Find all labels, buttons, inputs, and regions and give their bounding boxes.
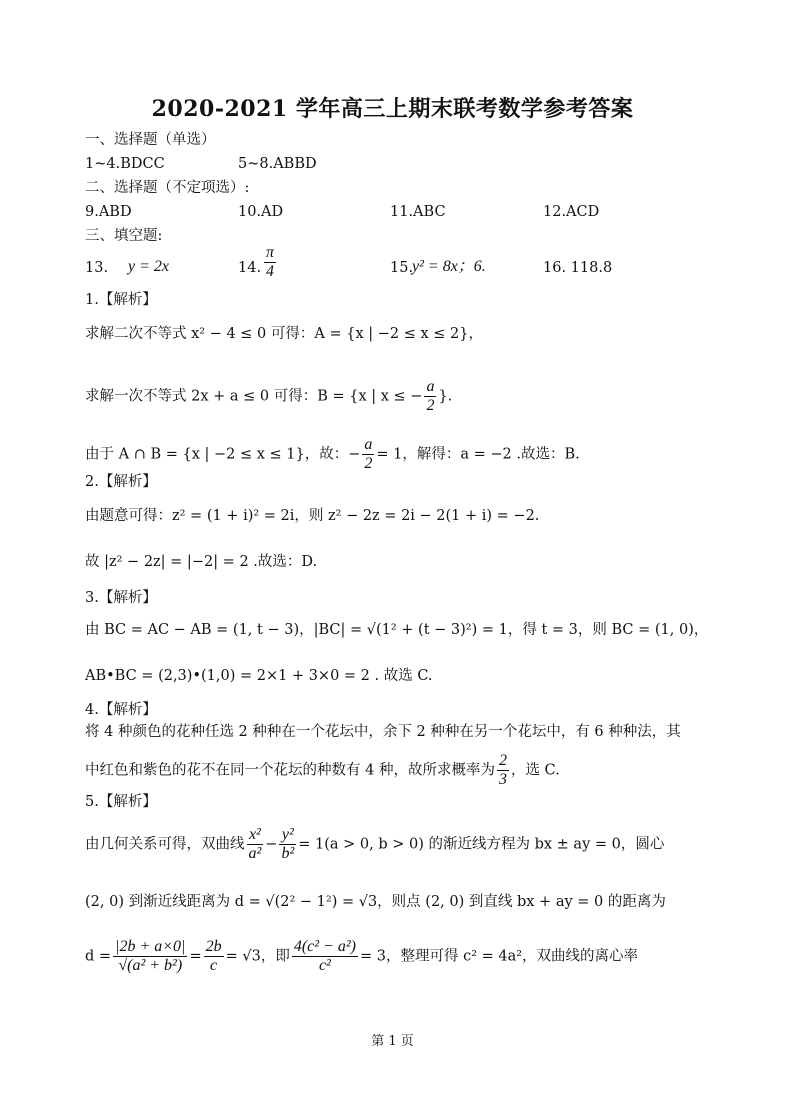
fraction-numerator: a <box>364 436 373 453</box>
solution-1-heading: 1.【解析】 <box>85 292 157 308</box>
fraction-numerator: a <box>426 378 435 395</box>
solution-3-heading: 3.【解析】 <box>85 590 157 606</box>
solution-2-line-1: 由题意可得：z² = (1 + i)² = 2i，则 z² − 2z = 2i − 2(1 + i) = −2. <box>85 508 540 524</box>
solution-5-line-3-mid: = √3，即 <box>225 948 290 965</box>
answer-13: y = 2x <box>128 258 169 275</box>
solution-4-line-1: 将 4 种颜色的花种任选 2 种种在一个花坛中，余下 2 种种在另一个花坛中，有 6 种种法，其 <box>85 724 681 740</box>
solution-4-line-2-end: ，选 C. <box>510 762 560 779</box>
minus-sign: − <box>265 836 278 853</box>
answer-14-number: 14. <box>238 260 262 276</box>
solution-1-line-2-end: }. <box>438 388 453 405</box>
page-title: 2020-2021 学年高三上期末联考数学参考答案 <box>151 96 634 122</box>
solution-4-heading: 4.【解析】 <box>85 702 157 718</box>
section-1-heading: 一、选择题（单选） <box>85 132 216 148</box>
section-2-heading: 二、选择题（不定项选）: <box>85 180 250 196</box>
answer-11: 11.ABC <box>390 204 446 220</box>
fraction-numerator: 2 <box>498 752 507 769</box>
answer-15: y² = 8x；6. <box>412 258 486 275</box>
solution-5-line-1-end: = 1(a > 0, b > 0) 的渐近线方程为 bx ± ay = 0，圆心 <box>298 836 665 853</box>
solution-2-heading: 2.【解析】 <box>85 474 157 490</box>
solution-5-line-3-text: d = <box>85 948 112 965</box>
fraction-numerator: 2b <box>205 938 222 955</box>
solution-4-line-2 <box>85 752 560 789</box>
answer-14 <box>262 244 278 281</box>
solution-4-line-2-text: 中红色和紫色的花不在同一个花坛的种数有 4 种，故所求概率为 <box>85 762 495 779</box>
solution-5-line-2: (2, 0) 到渐近线距离为 d = √(2² − 1²) = √3，则点 (2, 0) 到直线 bx + ay = 0 的距离为 <box>85 894 666 910</box>
section-3-heading: 三、填空题: <box>85 228 163 244</box>
solution-1-line-2 <box>85 378 452 415</box>
fraction-denominator: 2 <box>426 397 435 414</box>
fraction-numerator: x² <box>247 826 264 845</box>
fraction-denominator: b² <box>281 845 295 862</box>
fraction-numerator: y² <box>279 826 296 845</box>
fraction-denominator: 3 <box>498 771 507 788</box>
solution-1-line-3-end: = 1，解得：a = −2 .故选：B. <box>376 446 580 463</box>
fraction-denominator: √(a² + b²) <box>118 957 183 974</box>
solution-1-line-2-text: 求解一次不等式 2x + a ≤ 0 可得：B = {x | x ≤ − <box>85 388 423 405</box>
fraction-denominator: c² <box>318 957 331 974</box>
answer-16: 16. 118.8 <box>543 260 613 276</box>
answer-14-denominator: 4 <box>266 263 274 280</box>
solution-5-line-1 <box>85 826 664 863</box>
solution-1-line-1: 求解二次不等式 x² − 4 ≤ 0 可得：A = {x | −2 ≤ x ≤ 2}， <box>85 326 483 342</box>
solution-5-line-3 <box>85 938 638 975</box>
answer-15-number: 15. <box>390 260 414 276</box>
solution-1-line-3 <box>85 436 580 473</box>
solution-2-line-2: 故 |z² − 2z| = |−2| = 2 .故选：D. <box>85 554 318 570</box>
equals-sign: = <box>189 948 202 965</box>
fraction-denominator: c <box>210 957 218 974</box>
answer-12: 12.ACD <box>543 204 600 220</box>
answer-10: 10.AD <box>238 204 284 220</box>
answer-9: 9.ABD <box>85 204 132 220</box>
answers-5-8: 5~8.ABBD <box>238 156 317 172</box>
solution-3-line-2: AB•BC = (2,3)•(1,0) = 2×1 + 3×0 = 2 . 故选 C. <box>85 668 433 684</box>
answers-1-4: 1~4.BDCC <box>85 156 165 172</box>
solution-1-line-3-text: 由于 A ∩ B = {x | −2 ≤ x ≤ 1}，故：− <box>85 446 361 463</box>
fraction-denominator: a² <box>248 845 262 862</box>
solution-5-line-1-text: 由几何关系可得，双曲线 <box>85 836 245 853</box>
fraction-numerator: |2b + a×0| <box>115 938 186 955</box>
solution-5-heading: 5.【解析】 <box>85 794 157 810</box>
answer-13-number: 13. <box>85 260 109 276</box>
fraction-denominator: 2 <box>364 455 373 472</box>
solution-3-line-1: 由 BC = AC − AB = (1, t − 3)，|BC| = √(1² + (t − 3)²) = 1，得 t = 3，则 BC = (1, 0)， <box>85 622 709 638</box>
solution-5-line-3-end: = 3，整理可得 c² = 4a²，双曲线的离心率 <box>359 948 639 965</box>
fraction-numerator: 4(c² − a²) <box>293 938 356 955</box>
page-number: 第 1 页 <box>371 1034 414 1049</box>
answer-14-numerator: π <box>266 244 275 261</box>
